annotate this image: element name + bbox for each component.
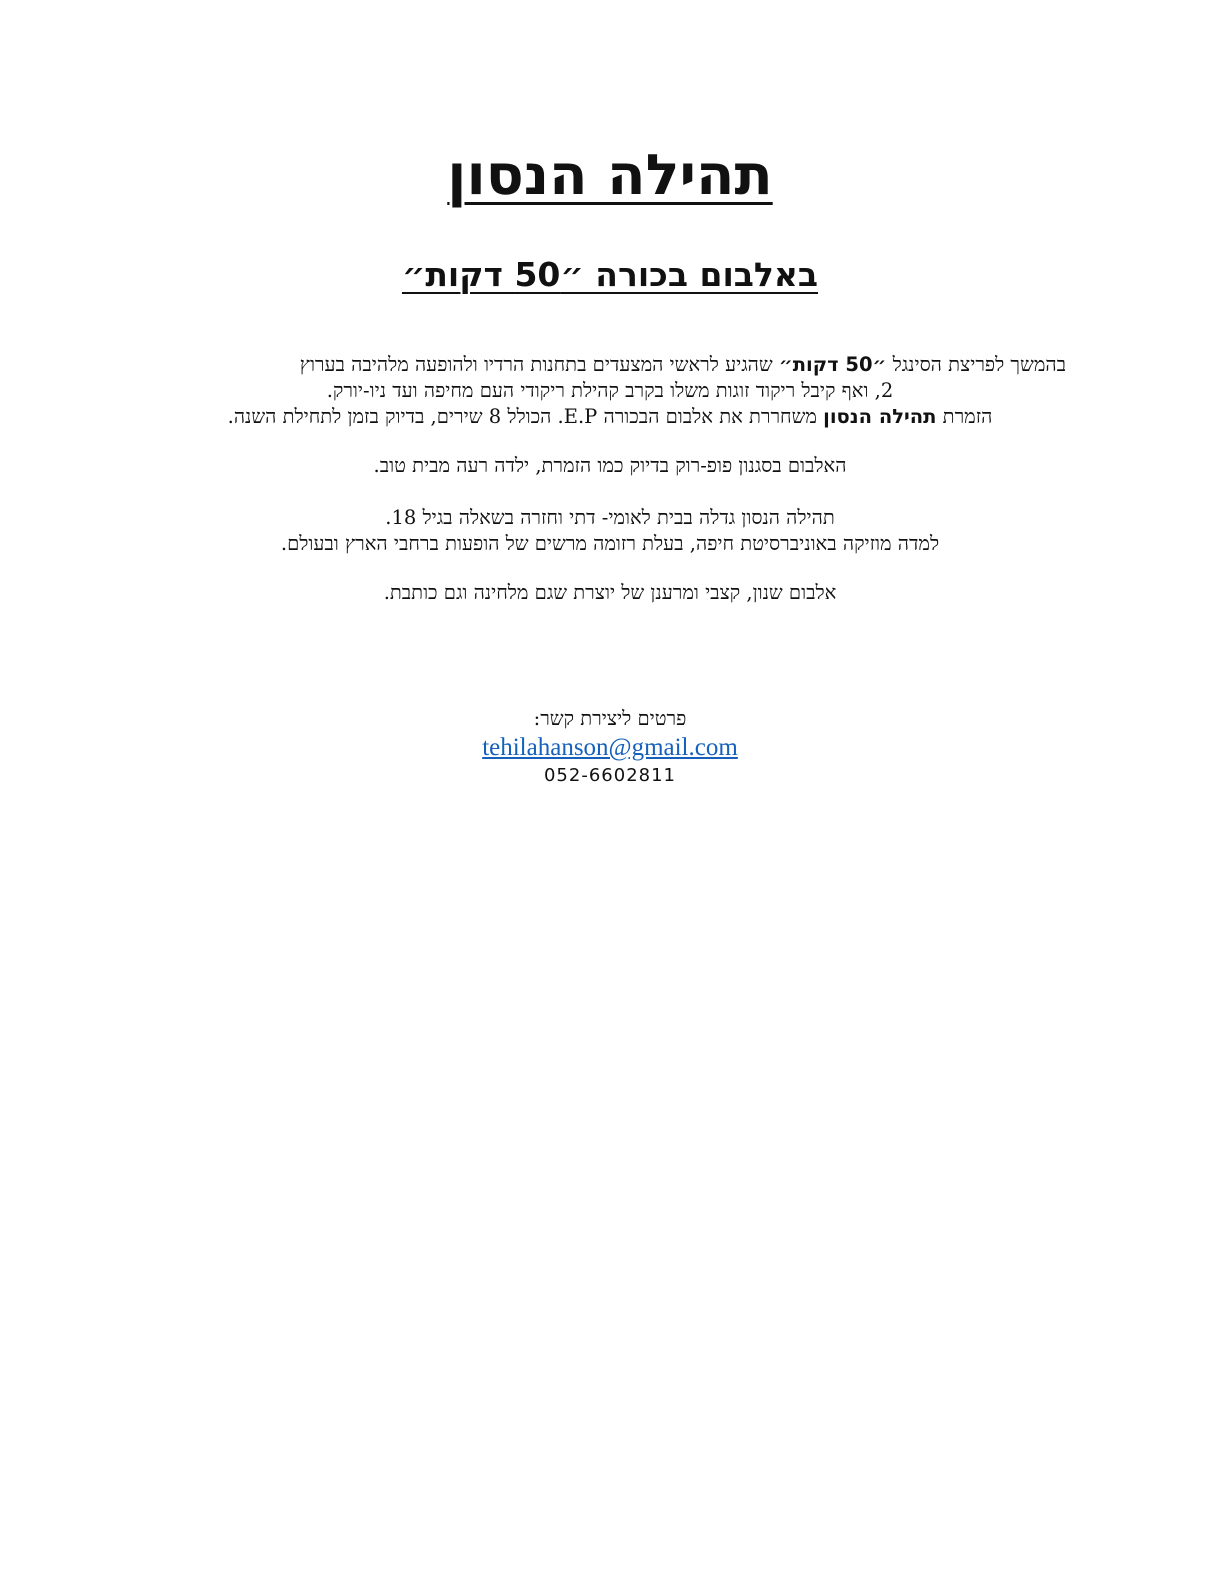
paragraph-style-line: האלבום בסגנון פופ-רוק בדיוק כמו הזמרת, ילדה רעה מבית טוב.	[373, 454, 847, 477]
paragraph-intro	[140, 352, 1080, 430]
single-name-bold: ״50 דקות״	[778, 353, 887, 376]
page-subtitle-text: באלבום בכורה ״50 דקות״	[401, 255, 819, 294]
contact-email-link[interactable]: tehilahanson@gmail.com	[482, 734, 738, 761]
page-title-text: תהילה הנסון	[447, 143, 773, 208]
paragraph-style	[140, 453, 1080, 479]
contact-phone: 052-6602811	[543, 765, 677, 786]
paragraph-bio-line-1: תהילה הנסון גדלה בבית לאומי- דתי וחזרה בשאלה בגיל 18.	[385, 506, 835, 529]
contact-label: פרטים ליצירת קשר:	[533, 707, 687, 730]
page-subtitle	[0, 252, 1220, 298]
paragraph-intro-line-3	[140, 404, 1080, 430]
contact-block	[0, 706, 1220, 788]
intro-line1-prefix: בהמשך לפריצת הסינגל	[886, 353, 1066, 376]
paragraph-intro-line-2: 2, ואף קיבל ריקוד זוגות משלו בקרב קהילת ריקודי העם מחיפה ועד ניו-יורק.	[326, 379, 894, 402]
intro-line3-suffix: משחררת את אלבום הבכורה E.P. הכולל 8 שירים, בדיוק בזמן לתחילת השנה.	[227, 405, 824, 428]
intro-line1-suffix: שהגיע לראשי המצעדים בתחנות הרדיו ולהופעה מלהיבה בערוץ	[299, 353, 779, 376]
paragraph-intro-line-1	[140, 352, 1080, 378]
artist-name-bold: תהילה הנסון	[823, 405, 937, 428]
paragraph-bio-line-2: למדה מוזיקה באוניברסיטת חיפה, בעלת רזומה מרשים של הופעות ברחבי הארץ ובעולם.	[280, 532, 940, 555]
paragraph-bio	[140, 505, 1080, 557]
paragraph-summary-line: אלבום שנון, קצבי ומרענן של יוצרת שגם מלחינה וגם כותבת.	[383, 581, 837, 604]
intro-line3-prefix: הזמרת	[936, 405, 993, 428]
paragraph-summary	[140, 580, 1080, 606]
page-title	[0, 138, 1220, 214]
